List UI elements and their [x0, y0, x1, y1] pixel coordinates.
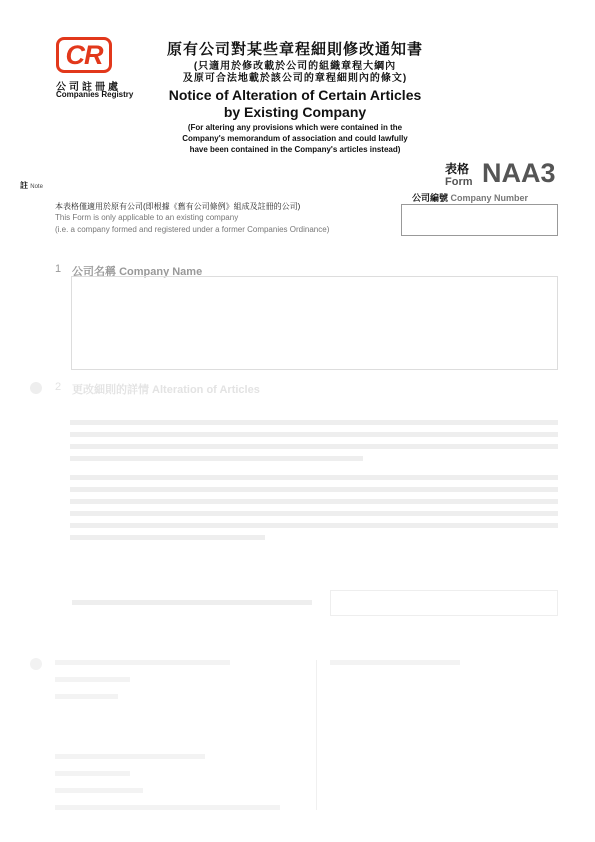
- note-zh: 註: [20, 181, 28, 190]
- company-name-field[interactable]: [71, 276, 558, 370]
- section2-date-field[interactable]: [330, 590, 558, 616]
- form-label-zh: 表格: [445, 162, 470, 176]
- page-title-en-line1: Notice of Alteration of Certain Articles: [168, 87, 422, 103]
- company-number-label-zh: 公司編號: [412, 193, 449, 203]
- applicability-en-line2: (i.e. a company formed and registered under a former Companies Ordinance): [55, 225, 330, 234]
- applicability-zh: 本表格僅適用於原有公司(即根據《舊有公司條例》組成及註冊的公司): [55, 202, 301, 211]
- registry-name-en: Companies Registry: [56, 90, 134, 99]
- subtitle-en-line2: Company's memorandum of association and could lawfully: [182, 134, 408, 143]
- lower-right-placeholder: [330, 660, 460, 665]
- subtitle-zh-line1: (只適用於修改載於公司的組織章程大綱內: [193, 61, 397, 72]
- subtitle-en-line1: (For altering any provisions which were contained in the: [187, 123, 403, 132]
- form-code: NAA3: [482, 158, 556, 188]
- subtitle-en-line3: have been contained in the Company's articles instead): [189, 145, 401, 154]
- lower-divider: [316, 660, 317, 810]
- subtitle-zh-line2: 及原可合法地載於該公司的章程細則內的條文): [182, 73, 408, 84]
- note-marker: [20, 180, 43, 191]
- section1-title-en: Company Name: [119, 266, 203, 278]
- section2-body-placeholder: [70, 420, 558, 547]
- section3-marker-icon: [30, 658, 42, 670]
- page-title-zh: 原有公司對某些章程細則修改通知書: [166, 41, 423, 58]
- company-number-field[interactable]: [401, 204, 558, 236]
- applicability-en-line1: This Form is only applicable to an existing company: [55, 213, 239, 222]
- company-number-label: [412, 191, 528, 204]
- company-number-label-en: Company Number: [450, 193, 529, 203]
- registry-name-zh: 公司註冊處: [56, 82, 121, 93]
- section2-title: 更改細則的詳情 Alteration of Articles: [72, 384, 260, 396]
- section1-title-zh: 公司名稱: [72, 266, 116, 278]
- section2-marker-icon: [30, 382, 42, 394]
- page-title-en-line2: by Existing Company: [223, 104, 367, 120]
- form-label-en: Form: [445, 176, 473, 188]
- section2-number: 2: [55, 381, 62, 393]
- note-en: Note: [30, 184, 43, 190]
- section2-date-label-placeholder: [72, 600, 312, 605]
- companies-registry-logo: CR: [56, 37, 112, 73]
- lower-left-placeholder: [55, 660, 305, 810]
- section1-number: 1: [55, 263, 62, 275]
